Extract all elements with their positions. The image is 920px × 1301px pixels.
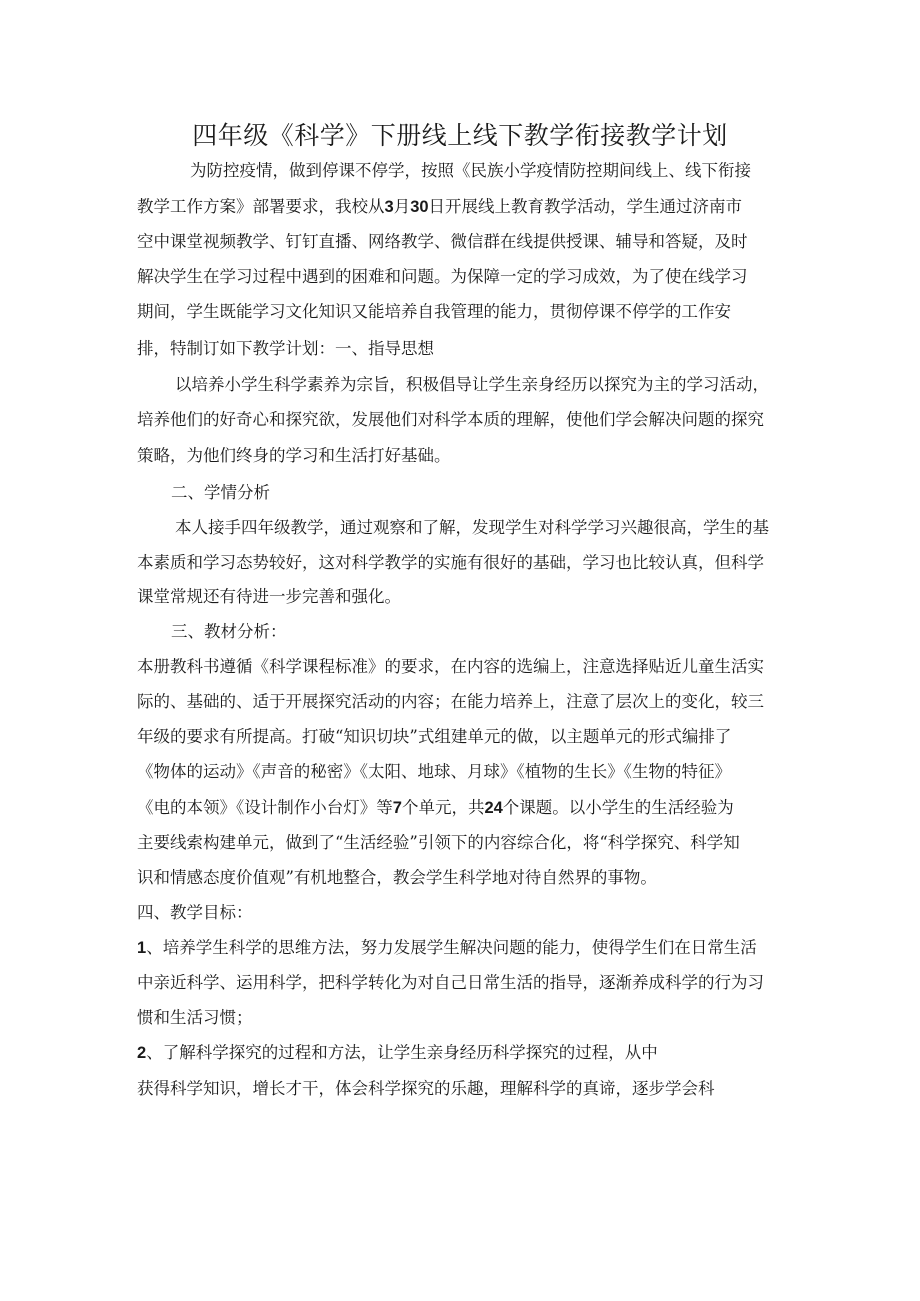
section-3-line-7: 识和情感态度价值观”有机地整合，教会学生科学地对待自然界的事物。	[137, 868, 657, 887]
goal-text: 、了解科学探究的过程和方法，让学生亲身经历科学探究的过程，从中	[146, 1043, 658, 1062]
section-4-heading: 四、教学目标：	[137, 903, 253, 922]
section-2-line-3: 课堂常规还有待进一步完善和强化。	[137, 587, 401, 606]
section-3-text: 个课题。以小学生的生活经验为	[502, 798, 734, 817]
section-3-text: 个单元，共	[401, 798, 485, 817]
intro-line-1: 为防控疫情，做到停课不停学，按照《民族小学疫情防控期间线上、线下衔接	[190, 161, 751, 180]
section-3-text: 《电的本领》《设计制作小台灯》等	[137, 798, 393, 817]
section-3-heading: 三、教材分析：	[171, 622, 287, 641]
intro-line-2	[137, 199, 742, 216]
goal-2-line-1	[137, 1045, 658, 1062]
unit-count: 7	[392, 799, 402, 817]
document-title: 四年级《科学》下册线上线下教学衔接教学计划	[192, 121, 728, 150]
date-month: 3	[384, 198, 394, 216]
lesson-count: 24	[484, 799, 503, 817]
section-3-line-4: 《物体的运动》《声音的秘密》《太阳、地球、月球》《植物的生长》《生物的特征》	[137, 762, 731, 781]
goal-1-line-2: 中亲近科学、运用科学，把科学转化为对自己日常生活的指导，逐渐养成科学的行为习	[137, 973, 764, 992]
section-3-line-6: 主要线索构建单元，做到了“生活经验”引领下的内容综合化，将“科学探究、科学知	[137, 833, 740, 852]
section-2-line-2: 本素质和学习态势较好，这对科学教学的实施有很好的基础，学习也比较认真，但科学	[137, 553, 764, 572]
intro-text: 教学工作方案》部署要求，我校从	[137, 197, 385, 216]
goal-1-line-1	[137, 940, 757, 957]
goal-2-line-2: 获得科学知识，增长才干，体会科学探究的乐趣，理解科学的真谛，逐步学会科	[137, 1079, 715, 1098]
goal-number: 2	[137, 1044, 147, 1062]
section-3-line-2: 际的、基础的、适于开展探究活动的内容；在能力培养上，注意了层次上的变化，较三	[137, 692, 764, 711]
date-day: 30	[410, 198, 429, 216]
section-2-line-1: 本人接手四年级教学，通过观察和了解，发现学生对科学学习兴趣很高，学生的基	[175, 518, 769, 537]
intro-text: 日开展线上教育教学活动，学生通过济南市	[428, 197, 743, 216]
goal-number: 1	[137, 939, 147, 957]
section-2-heading: 二、学情分析	[171, 483, 270, 502]
intro-line-5: 期间，学生既能学习文化知识又能培养自我管理的能力，贯彻停课不停学的工作安	[137, 302, 731, 321]
guide-line-1: 以培养小学生科学素养为宗旨，积极倡导让学生亲身经历以探究为主的学习活动，	[175, 375, 769, 394]
section-3-line-5	[137, 800, 734, 817]
goal-1-line-3: 惯和生活习惯；	[137, 1008, 253, 1027]
guide-line-2: 培养他们的好奇心和探究欲，发展他们对科学本质的理解，使他们学会解决问题的探究	[137, 410, 764, 429]
goal-text: 、培养学生科学的思维方法，努力发展学生解决问题的能力，使得学生们在日常生活	[146, 938, 757, 957]
intro-line-3: 空中课堂视频教学、钉钉直播、网络教学、微信群在线提供授课、辅导和答疑，及时	[137, 232, 748, 251]
section-3-line-1: 本册教科书遵循《科学课程标准》的要求，在内容的选编上，注意选择贴近儿童生活实	[137, 657, 764, 676]
intro-line-6: 排，特制订如下教学计划：一、指导思想	[137, 339, 434, 358]
section-3-line-3: 年级的要求有所提高。打破“知识切块”式组建单元的做，以主题单元的形式编排了	[137, 727, 732, 746]
guide-line-3: 策略，为他们终身的学习和生活打好基础。	[137, 446, 451, 465]
intro-line-4: 解决学生在学习过程中遇到的困难和问题。为保障一定的学习成效，为了使在线学习	[137, 267, 748, 286]
intro-text: 月	[393, 197, 411, 216]
